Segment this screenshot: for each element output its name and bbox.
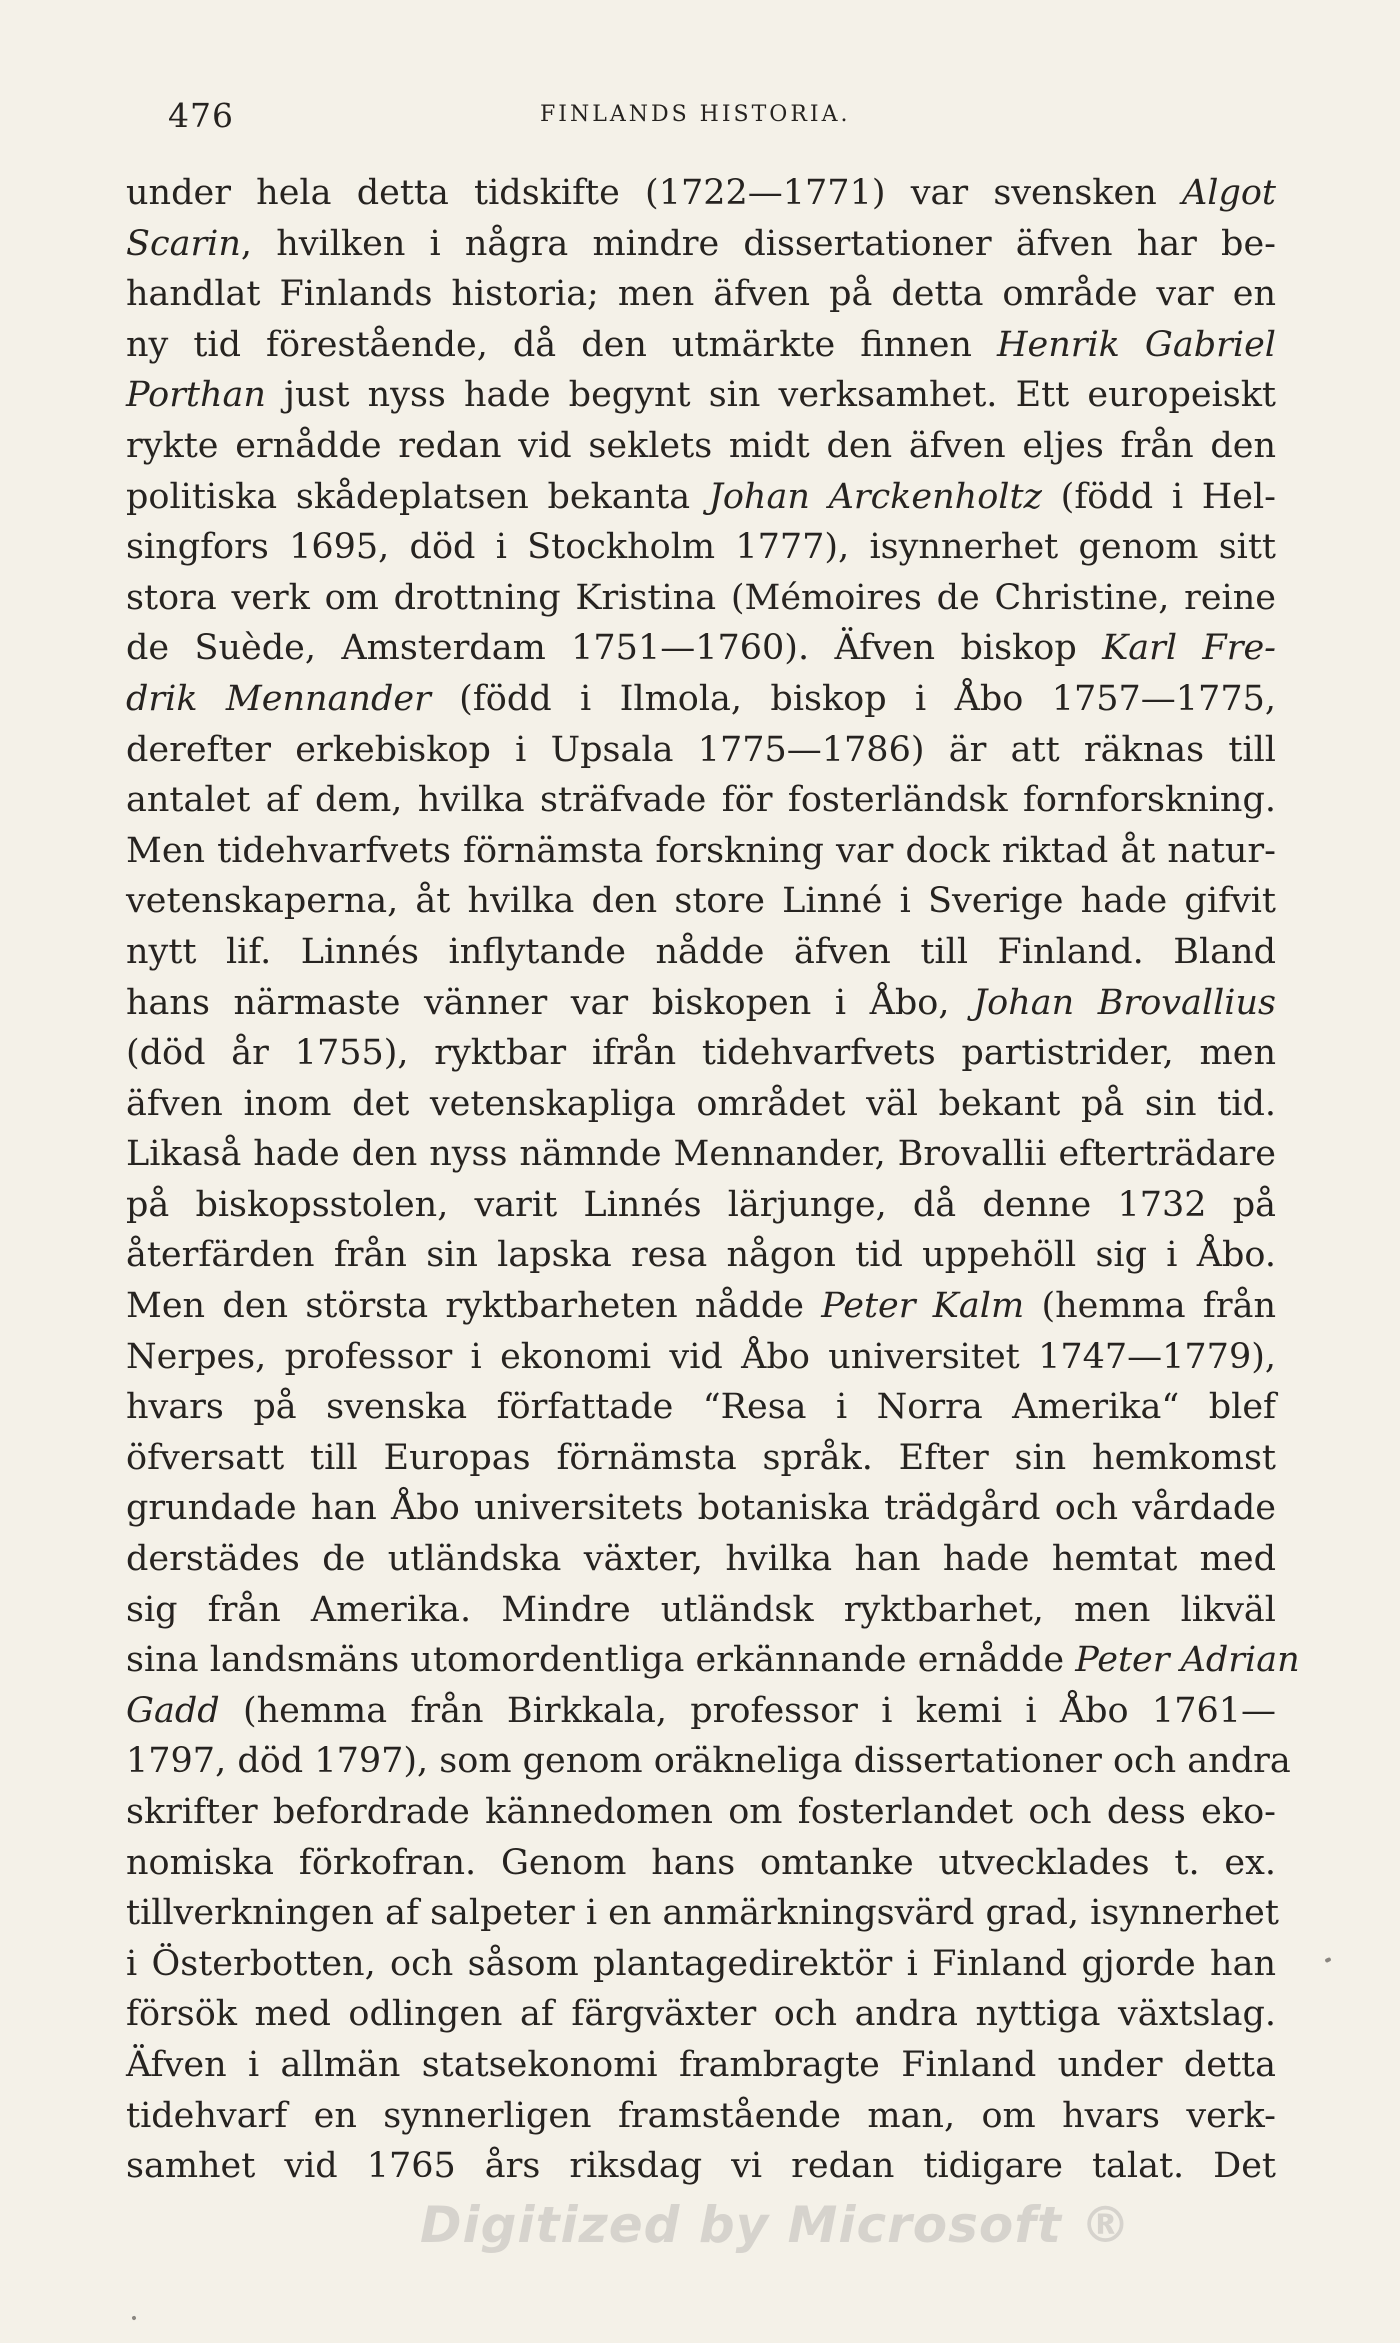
text-line: öfversatt till Europas förnämsta språk. Efter sin hemkomst bbox=[126, 1437, 1276, 1478]
italic-name: Johan Arckenholtz bbox=[708, 476, 1042, 517]
text-line: (död år 1755), ryktbar ifrån tidehvarfvets partistrider, men bbox=[126, 1033, 1276, 1074]
body-text bbox=[126, 168, 1300, 2192]
text-line: Scarin, hvilken i några mindre dissertationer äfven har be- bbox=[126, 223, 1276, 264]
text-line: derefter erkebiskop i Upsala 1775—1786) är att räknas till bbox=[126, 729, 1276, 770]
text-line: rykte ernådde redan vid seklets midt den äfven eljes från den bbox=[126, 425, 1276, 466]
text-line: sina landsmäns utomordentliga erkännande ernådde Peter Adrian bbox=[126, 1640, 1300, 1681]
text-line: derstädes de utländska växter, hvilka han hade hemtat med bbox=[126, 1539, 1276, 1580]
scan-speck bbox=[131, 2315, 136, 2320]
text-line: försök med odlingen af färgväxter och andra nyttiga växtslag. bbox=[126, 1994, 1276, 2035]
text-line: vetenskaperna, åt hvilka den store Linné i Sverige hade gifvit bbox=[126, 881, 1276, 922]
text-line: återfärden från sin lapska resa någon tid uppehöll sig i Åbo. bbox=[126, 1235, 1276, 1276]
text-line: tillverkningen af salpeter i en anmärkningsvärd grad, isynnerhet bbox=[126, 1893, 1279, 1934]
text-line: Äfven i allmän statsekonomi frambragte Finland under detta bbox=[126, 2044, 1276, 2085]
text-line: antalet af dem, hvilka sträfvade för fosterländsk fornforskning. bbox=[126, 780, 1276, 821]
text-line: Gadd (hemma från Birkkala, professor i kemi i Åbo 1761— bbox=[126, 1690, 1276, 1731]
text-line: på biskopsstolen, varit Linnés lärjunge, då denne 1732 på bbox=[126, 1184, 1276, 1225]
text-line: under hela detta tidskifte (1722—1771) var svensken Algot bbox=[126, 173, 1276, 213]
italic-name: Porthan bbox=[126, 375, 266, 416]
text-line: Likaså hade den nyss nämnde Mennander, Brovallii efterträdare bbox=[126, 1134, 1276, 1175]
text-line: äfven inom det vetenskapliga området väl bekant på sin tid. bbox=[126, 1083, 1276, 1124]
text-line: grundade han Åbo universitets botaniska trädgård och vårdade bbox=[126, 1488, 1276, 1529]
italic-name: Johan Brovallius bbox=[973, 982, 1276, 1023]
italic-name: Henrik Gabriel bbox=[996, 324, 1276, 365]
running-head: FINLANDS HISTORIA. bbox=[540, 102, 851, 127]
text-line: 1797, död 1797), som genom oräkneliga dissertationer och andra bbox=[126, 1741, 1291, 1782]
text-line: ny tid förestående, då den utmärkte finnen Henrik Gabriel bbox=[126, 324, 1276, 365]
text-line: singfors 1695, död i Stockholm 1777), isynnerhet genom sitt bbox=[126, 527, 1276, 568]
text-line: i Österbotten, och såsom plantagedirektör i Finland gjorde han bbox=[126, 1943, 1276, 1984]
text-line: sig från Amerika. Mindre utländsk ryktbarhet, men likväl bbox=[126, 1589, 1276, 1630]
text-line: stora verk om drottning Kristina (Mémoires de Christine, reine bbox=[126, 577, 1276, 618]
text-line: Nerpes, professor i ekonomi vid Åbo universitet 1747—1779), bbox=[126, 1336, 1276, 1377]
text-line: samhet vid 1765 års riksdag vi redan tidigare talat. Det bbox=[126, 2146, 1276, 2187]
italic-name: Peter Adrian bbox=[1075, 1640, 1300, 1681]
italic-name: drik Mennander bbox=[126, 678, 431, 719]
text-line: politiska skådeplatsen bekanta Johan Arckenholtz (född i Hel- bbox=[126, 476, 1276, 517]
italic-name: Gadd bbox=[126, 1690, 220, 1731]
text-line: hans närmaste vänner var biskopen i Åbo, Johan Brovallius bbox=[126, 982, 1276, 1023]
text-line: skrifter befordrade kännedomen om fosterlandet och dess eko- bbox=[126, 1792, 1276, 1832]
italic-name: Peter Kalm bbox=[821, 1286, 1025, 1327]
text-line: tidehvarf en synnerligen framstående man, om hvars verk- bbox=[126, 2095, 1276, 2136]
text-line: de Suède, Amsterdam 1751—1760). Äfven biskop Karl Fre- bbox=[126, 628, 1276, 669]
scan-speck bbox=[1324, 1957, 1331, 1963]
text-line: Porthan just nyss hade begynt sin verksamhet. Ett europeiskt bbox=[126, 375, 1276, 416]
page-number: 476 bbox=[168, 96, 234, 135]
italic-name: Algot bbox=[1181, 173, 1276, 213]
text-line: Men den största ryktbarheten nådde Peter Kalm (hemma från bbox=[126, 1286, 1276, 1327]
text-line: handlat Finlands historia; men äfven på detta område var en bbox=[126, 274, 1276, 315]
text-line: Men tidehvarfvets förnämsta forskning var dock riktad åt natur- bbox=[126, 830, 1276, 871]
digitization-watermark: Digitized by Microsoft ® bbox=[420, 2196, 1132, 2254]
text-line: drik Mennander (född i Ilmola, biskop i Åbo 1757—1775, bbox=[126, 678, 1276, 719]
text-line: hvars på svenska författade “Resa i Norra Amerika“ blef bbox=[126, 1387, 1276, 1428]
text-line: nytt lif. Linnés inflytande nådde äfven till Finland. Bland bbox=[126, 931, 1276, 972]
italic-name: Karl Fre- bbox=[1102, 628, 1276, 669]
italic-name: Scarin bbox=[126, 223, 241, 264]
text-line: nomiska förkofran. Genom hans omtanke utvecklades t. ex. bbox=[126, 1842, 1276, 1883]
